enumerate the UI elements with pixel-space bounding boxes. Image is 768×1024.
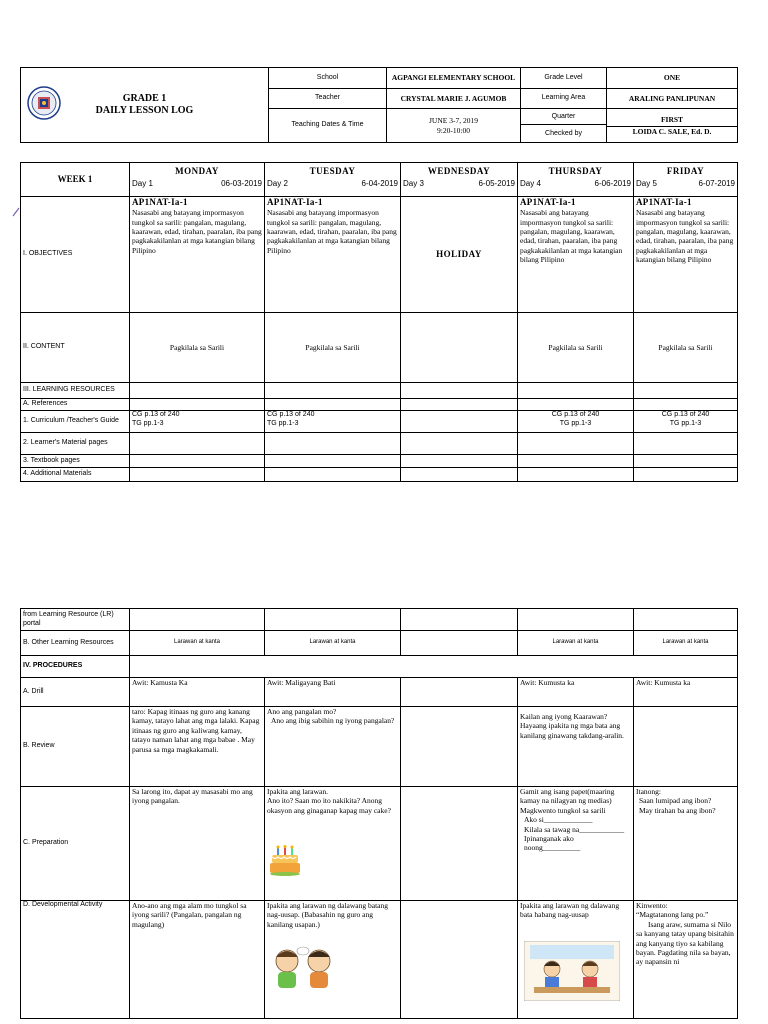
- quarter-checked-cell: [521, 109, 607, 143]
- objectives-label: I. OBJECTIVES: [21, 197, 130, 313]
- lesson-log-table: [20, 162, 738, 482]
- dev-thu: Ipakita ang larawan ng dalawang bata habang nag-uusap: [518, 901, 634, 1019]
- dev-tue: Ipakita ang larawan ng dalawang batang nag-uusap. (Babasahin ng guro ang kanilang usapan.): [265, 901, 401, 1019]
- other-mon: Larawan at kanta: [130, 631, 265, 656]
- review-mon: taro: Kapag itinaas ng guro ang kanang kamay, tatayo lahat ang mga lalaki. Kapag itinaas ng guro ang kaliwang kamay, tatayo naman lahat ang mga babae . May parusa sa mga magkakamali.: [130, 707, 265, 787]
- content-fri: Pagkilala sa Sarili: [634, 313, 738, 383]
- review-thu: Kailan ang iyong Kaarawan? Hayaang ipakita ng mga bata ang kanilang ginawang takdang-aralin.: [518, 707, 634, 787]
- other-fri: Larawan at kanta: [634, 631, 738, 656]
- quarter-value: FIRST: [607, 115, 737, 127]
- curriculum-mon: CG p.13 of 240 TG pp.1-3: [130, 411, 265, 433]
- drill-fri: Awit: Kumusta ka: [634, 678, 738, 707]
- grade-title: GRADE 1: [122, 92, 167, 104]
- title-cell: [21, 68, 269, 143]
- other-thu: Larawan at kanta: [518, 631, 634, 656]
- week-label: WEEK 1: [21, 163, 130, 197]
- content-label: II. CONTENT: [21, 313, 130, 383]
- grade-level-value: ONE: [607, 68, 738, 89]
- objectives-thu: AP1NAT-Ia-1 Nasasabi ang batayang impormasyon tungkol sa sarili: pangalan, magulang, kaarawan, edad, tirahan, paaralan, iba pang pagkakakilanlan at mga katangian bilang Pilipino: [518, 197, 634, 313]
- quarter-checked-values: [607, 109, 738, 143]
- lr-portal-label: from Learning Resource (LR) portal: [21, 609, 130, 631]
- dev-mon: Ano-ano ang mga alam mo tungkol sa iyong sarili? (Pangalan, pangalan ng magulang): [130, 901, 265, 1019]
- checked-value: LOIDA C. SALE, Ed. D.: [632, 126, 712, 136]
- dates-label: Teaching Dates & Time: [269, 109, 387, 143]
- prep-tue: Ipakita ang larawan. Ano ito? Saan mo ito nakikita? Anong okasyon ang ginaganap kapag may cake?: [265, 787, 401, 901]
- objectives-tue: AP1NAT-Ia-1 Nasasabi ang batayang impormasyon tungkol sa sarili: pangalan, magulang, kaarawan, edad, tirahan, paaralan, iba pang pagkakakilanlan at mga katangian bilang Pilipino: [265, 197, 401, 313]
- drill-thu: Awit: Kumusta ka: [518, 678, 634, 707]
- learning-area-label: Learning Area: [521, 89, 607, 109]
- prep-mon: Sa larong ito, dapat ay masasabi mo ang iyong pangalan.: [130, 787, 265, 901]
- drill-mon: Awit: Kamusta Ka: [130, 678, 265, 707]
- dates-value: JUNE 3-7, 2019: [429, 116, 478, 126]
- textbook-label: 3. Textbook pages: [21, 455, 130, 468]
- other-tue: Larawan at kanta: [265, 631, 401, 656]
- time-value: 9:20-10:00: [437, 125, 470, 135]
- content-thu: Pagkilala sa Sarili: [518, 313, 634, 383]
- grade-level-label: Grade Level: [521, 68, 607, 89]
- deped-seal-icon: [27, 86, 61, 120]
- developmental-label: D. Developmental Activity: [21, 901, 130, 1019]
- content-mon: Pagkilala sa Sarili: [130, 313, 265, 383]
- teacher-label: Teacher: [269, 89, 387, 109]
- classroom-children-icon: [524, 941, 620, 1001]
- day-monday: MONDAY Day 1 06-03-2019: [130, 163, 265, 197]
- curriculum-thu: CG p.13 of 240 TG pp.1-3: [518, 411, 634, 433]
- school-label: School: [269, 68, 387, 89]
- other-resources-label: B. Other Learning Resources: [21, 631, 130, 656]
- resources-label: III. LEARNING RESOURCES: [21, 383, 130, 399]
- day-thursday: THURSDAY Day 4 6-06-2019: [518, 163, 634, 197]
- preparation-label: C. Preparation: [21, 787, 130, 901]
- day-wednesday: WEDNESDAY Day 3 6-05-2019: [401, 163, 518, 197]
- drill-label: A. Drill: [21, 678, 130, 707]
- birthday-cake-icon: [269, 845, 301, 877]
- dates-cell: [387, 109, 521, 143]
- objectives-mon: AP1NAT-Ia-1 Nasasabi ang batayang impormasyon tungkol sa sarili: pangalan, magulang, kaarawan, edad, tirahan, paaralan, iba pang pagkakakilanlan at mga katangian bilang Pilipino: [130, 197, 265, 313]
- drill-tue: Awit: Maligayang Bati: [265, 678, 401, 707]
- curriculum-tue: CG p.13 of 240 TG pp.1-3: [265, 411, 401, 433]
- teacher-value: CRYSTAL MARIE J. AGUMOB: [387, 89, 521, 109]
- curriculum-fri: CG p.13 of 240 TG pp.1-3: [634, 411, 738, 433]
- content-tue: Pagkilala sa Sarili: [265, 313, 401, 383]
- review-tue: Ano ang pangalan mo? Ano ang ibig sabihin ng iyong pangalan?: [265, 707, 401, 787]
- pencil-mark-icon: [12, 207, 20, 217]
- day-friday: FRIDAY Day 5 6-07-2019: [634, 163, 738, 197]
- learning-area-value: ARALING PANLIPUNAN: [607, 89, 738, 109]
- children-talking-icon: [269, 945, 339, 989]
- additional-label: 4. Additional Materials: [21, 468, 130, 482]
- checked-label: Checked by: [545, 129, 582, 137]
- curriculum-label: 1. Curriculum /Teacher's Guide: [21, 411, 130, 433]
- quarter-label: Quarter: [521, 113, 606, 125]
- procedures-label: IV. PROCEDURES: [21, 656, 130, 678]
- school-value: AGPANGI ELEMENTARY SCHOOL: [387, 68, 521, 89]
- content-wed: [401, 313, 518, 383]
- review-label: B. Review: [21, 707, 130, 787]
- holiday-cell: HOLIDAY: [401, 197, 518, 313]
- learners-label: 2. Learner's Material pages: [21, 433, 130, 455]
- dev-fri: Kinwento: “Magtatanong lang po.” Isang araw, sumama si Nilo sa kanyang tatay upang bisitahin ang kanyang tiyo sa kabilang bayan. Pagdating nila sa bayan, ay napansin ni: [634, 901, 738, 1019]
- prep-fri: Itanong: Saan lumipad ang ibon? May tirahan ba ang ibon?: [634, 787, 738, 901]
- header-table: [20, 67, 738, 143]
- prep-thu: Gamit ang isang papet(maaring kamay na nilagyan ng medias) Magkwento tungkol sa sarili Ako si_____________ Kilala sa tawag na____________ Ipinanganak ako noong__________: [518, 787, 634, 901]
- objectives-fri: AP1NAT-Ia-1 Nasasabi ang batayang impormasyon tungkol sa sarili: pangalan, magulang, kaarawan, edad, tirahan, paaralan, iba pang pagkakakilanlan at mga katangian bilang Pilipino: [634, 197, 738, 313]
- lesson-log-table-continued: [20, 608, 738, 1019]
- day-tuesday: TUESDAY Day 2 6-04-2019: [265, 163, 401, 197]
- references-label: A. References: [21, 399, 130, 411]
- log-title: DAILY LESSON LOG: [95, 105, 194, 116]
